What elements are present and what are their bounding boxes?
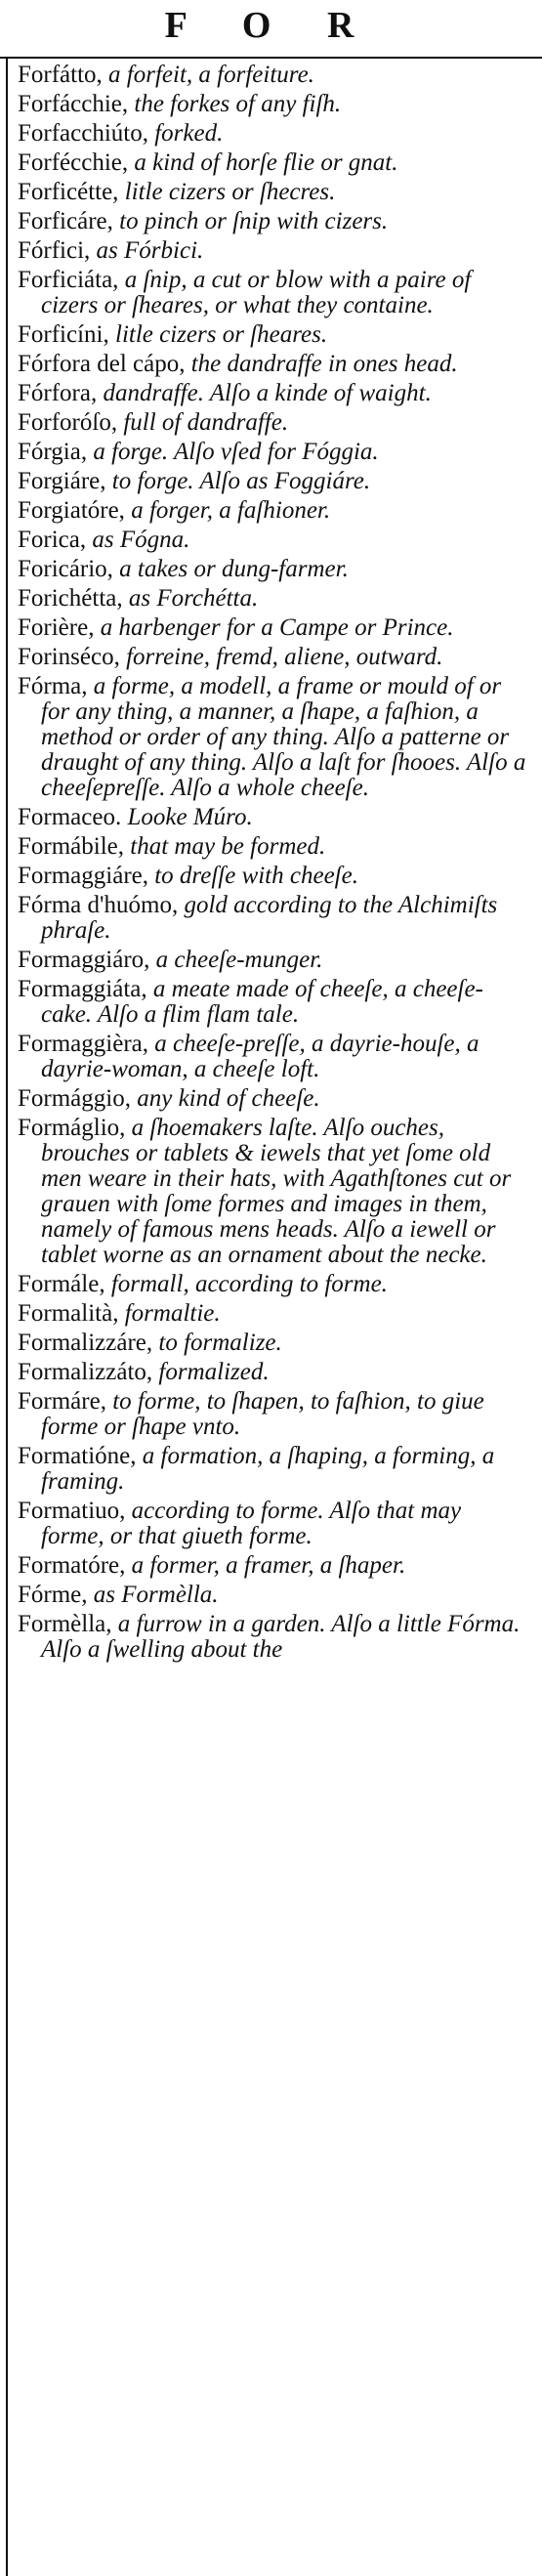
entry-definition: a forger, a faſhioner. xyxy=(124,497,331,524)
entry-definition: formall, according to forme. xyxy=(104,1271,388,1297)
entry-headword: Formaggiáro, xyxy=(18,947,150,973)
entry-definition: a cheeſe-munger. xyxy=(149,947,323,973)
dictionary-entry xyxy=(18,893,529,944)
dictionary-entry xyxy=(18,469,529,494)
entry-headword: Formalità, xyxy=(18,1300,119,1327)
entry-definition: dandraffe. Alſo a kinde of waight. xyxy=(97,380,432,406)
entry-definition: a meate made of cheeſe, a cheeſe-cake. Alſo a flim flam tale. xyxy=(41,976,483,1028)
dictionary-entry xyxy=(18,440,529,465)
dictionary-entry xyxy=(18,674,529,801)
entry-definition: a kind of horſe flie or gnat. xyxy=(128,149,398,176)
left-rule xyxy=(6,59,8,2576)
entry-headword: Forfácchie, xyxy=(18,91,129,117)
dictionary-entry xyxy=(18,645,529,670)
entry-headword: Forforóſo, xyxy=(18,409,118,436)
entry-headword: Forficiáta, xyxy=(18,267,119,293)
entry-headword: Formalizzáto, xyxy=(18,1359,153,1385)
entry-headword: Formèlla, xyxy=(18,1611,112,1637)
dictionary-entry xyxy=(18,1086,529,1112)
entry-definition: to dreſſe with cheeſe. xyxy=(147,863,358,889)
entry-headword: Fórfora, xyxy=(18,380,98,406)
entry-definition: formaltie. xyxy=(118,1300,221,1327)
entry-definition: as Forchétta. xyxy=(122,585,259,612)
entry-headword: Forgiatóre, xyxy=(18,497,125,524)
dictionary-entry xyxy=(18,209,529,234)
dictionary-entry xyxy=(18,586,529,612)
page-header: F O R xyxy=(164,5,378,46)
entry-definition: according to forme. Alſo that may forme, or that giueth forme. xyxy=(41,1498,462,1549)
dictionary-entry xyxy=(18,615,529,641)
entry-definition: litle cizers or ſheares. xyxy=(108,321,328,348)
entry-headword: Formatióne, xyxy=(18,1443,137,1469)
entry-definition: the dandraffe in ones head. xyxy=(185,351,458,377)
entry-definition: gold according to the Alchimiſts phraſe. xyxy=(41,892,498,944)
top-rule xyxy=(0,57,542,59)
entry-headword: Forfátto, xyxy=(18,62,103,88)
dictionary-entry xyxy=(18,92,529,117)
entry-definition: as Formèlla. xyxy=(87,1582,219,1608)
dictionary-entry xyxy=(18,1583,529,1608)
dictionary-entry xyxy=(18,180,529,205)
dictionary-entry xyxy=(18,834,529,860)
dictionary-entry xyxy=(18,528,529,553)
entry-list xyxy=(18,63,529,1667)
entry-headword: Fórma d'huómo, xyxy=(18,892,179,918)
dictionary-entry xyxy=(18,1330,529,1356)
entry-definition: a former, a framer, a ſhaper. xyxy=(125,1552,406,1579)
entry-headword: Forinséco, xyxy=(18,644,120,670)
entry-definition: formalized. xyxy=(152,1359,270,1385)
dictionary-entry xyxy=(18,150,529,176)
dictionary-entry xyxy=(18,1553,529,1579)
entry-definition: a ſhoemakers laſte. Alſo ouches, brouches or tablets & iewels that yet ſome old men weare in their hats, with Agathſtones cut or grauen with ſome formes and images in them, namely of famous mens heads. Alſo a iewell or tablet worne as an ornament about the necke. xyxy=(41,1115,512,1268)
dictionary-entry xyxy=(18,1301,529,1327)
entry-definition: to formalize. xyxy=(152,1330,282,1356)
entry-definition: as Fógna. xyxy=(86,527,190,553)
dictionary-entry xyxy=(18,805,529,830)
entry-headword: Formábile, xyxy=(18,833,125,860)
dictionary-entry xyxy=(18,1444,529,1495)
entry-headword: Forgiáre, xyxy=(18,468,106,494)
entry-headword: Forière, xyxy=(18,614,95,641)
entry-headword: Fórgia, xyxy=(18,439,88,465)
entry-headword: Formatóre, xyxy=(18,1552,126,1579)
entry-headword: Formaggiáta, xyxy=(18,976,147,1002)
entry-headword: Fórfici, xyxy=(18,237,91,264)
entry-headword: Forfécchie, xyxy=(18,149,129,176)
dictionary-entry xyxy=(18,1499,529,1549)
entry-headword: Fórma, xyxy=(18,673,88,699)
dictionary-entry xyxy=(18,121,529,147)
entry-definition: a harbenger for a Campe or Prince. xyxy=(94,614,454,641)
dictionary-entry xyxy=(18,268,529,318)
dictionary-entry xyxy=(18,1032,529,1082)
entry-definition: litle cizers or ſhecres. xyxy=(118,179,336,205)
entry-definition: to forge. Alſo as Foggiáre. xyxy=(105,468,371,494)
dictionary-entry xyxy=(18,864,529,889)
entry-headword: Formále, xyxy=(18,1271,105,1297)
entry-headword: Forfacchiúto, xyxy=(18,120,148,147)
entry-definition: as Fórbici. xyxy=(90,237,204,264)
entry-definition: any kind of cheeſe. xyxy=(130,1085,320,1112)
entry-definition: Looke Múro. xyxy=(121,804,253,830)
entry-definition: to pinch or ſnip with cizers. xyxy=(112,208,389,234)
entry-headword: Formáre, xyxy=(18,1388,106,1415)
dictionary-entry xyxy=(18,1116,529,1268)
entry-headword: Forica, xyxy=(18,527,87,553)
entry-headword: Foricário, xyxy=(18,556,113,582)
entry-headword: Forficétte, xyxy=(18,179,119,205)
dictionary-entry xyxy=(18,63,529,88)
entry-definition: a forge. Alſo vſed for Fóggia. xyxy=(87,439,379,465)
dictionary-entry xyxy=(18,1612,529,1663)
entry-definition: a cheeſe-preſſe, a dayrie-houſe, a dayrie-woman, a cheeſe loft. xyxy=(41,1031,479,1082)
entry-definition: a takes or dung-farmer. xyxy=(112,556,349,582)
entry-headword: Formaggiáre, xyxy=(18,863,148,889)
entry-definition: a forfeit, a forfeiture. xyxy=(102,62,314,88)
dictionary-entry xyxy=(18,1389,529,1440)
entry-headword: Forficíni, xyxy=(18,321,109,348)
entry-definition: forreine, fremd, aliene, outward. xyxy=(119,644,443,670)
entry-headword: Formatiuo, xyxy=(18,1498,126,1524)
entry-headword: Fórfora del cápo, xyxy=(18,351,186,377)
entry-definition: a forme, a modell, a frame or mould of or for any thing, a manner, a ſhape, a faſhion, a method or order of any thing. Alſo a patterne or draught of any thing. Alſo a laſt for ſhooes. Alſo a cheeſepreſſe. Alſo a whole cheeſe. xyxy=(41,673,526,801)
dictionary-entry xyxy=(18,1272,529,1297)
dictionary-entry xyxy=(18,322,529,348)
entry-headword: Forichétta, xyxy=(18,585,123,612)
dictionary-entry xyxy=(18,557,529,582)
entry-definition: a furrow in a garden. Alſo a little Fórma. Alſo a ſwelling about the xyxy=(41,1611,521,1663)
entry-headword: Formaceo. xyxy=(18,804,122,830)
dictionary-entry xyxy=(18,977,529,1028)
dictionary-entry xyxy=(18,238,529,264)
dictionary-entry xyxy=(18,410,529,436)
dictionary-entry xyxy=(18,498,529,524)
entry-headword: Fórme, xyxy=(18,1582,88,1608)
entry-definition: that may be formed. xyxy=(124,833,326,860)
entry-definition: forked. xyxy=(147,120,224,147)
entry-headword: Forficáre, xyxy=(18,208,113,234)
dictionary-entry xyxy=(18,948,529,973)
entry-headword: Formaggièra, xyxy=(18,1031,148,1057)
entry-headword: Formalizzáre, xyxy=(18,1330,153,1356)
entry-definition: full of dandraffe. xyxy=(117,409,289,436)
entry-definition: a formation, a ſhaping, a forming, a framing. xyxy=(41,1443,495,1495)
entry-definition: to forme, to ſhapen, to faſhion, to giue forme or ſhape vnto. xyxy=(41,1388,484,1440)
dictionary-entry xyxy=(18,352,529,377)
dictionary-entry xyxy=(18,1360,529,1385)
entry-headword: Formáglio, xyxy=(18,1115,126,1141)
entry-definition: the forkes of any fiſh. xyxy=(128,91,342,117)
entry-definition: a ſnip, a cut or blow with a paire of cizers or ſheares, or what they containe. xyxy=(41,267,472,318)
dictionary-entry xyxy=(18,381,529,406)
entry-headword: Formággio, xyxy=(18,1085,131,1112)
